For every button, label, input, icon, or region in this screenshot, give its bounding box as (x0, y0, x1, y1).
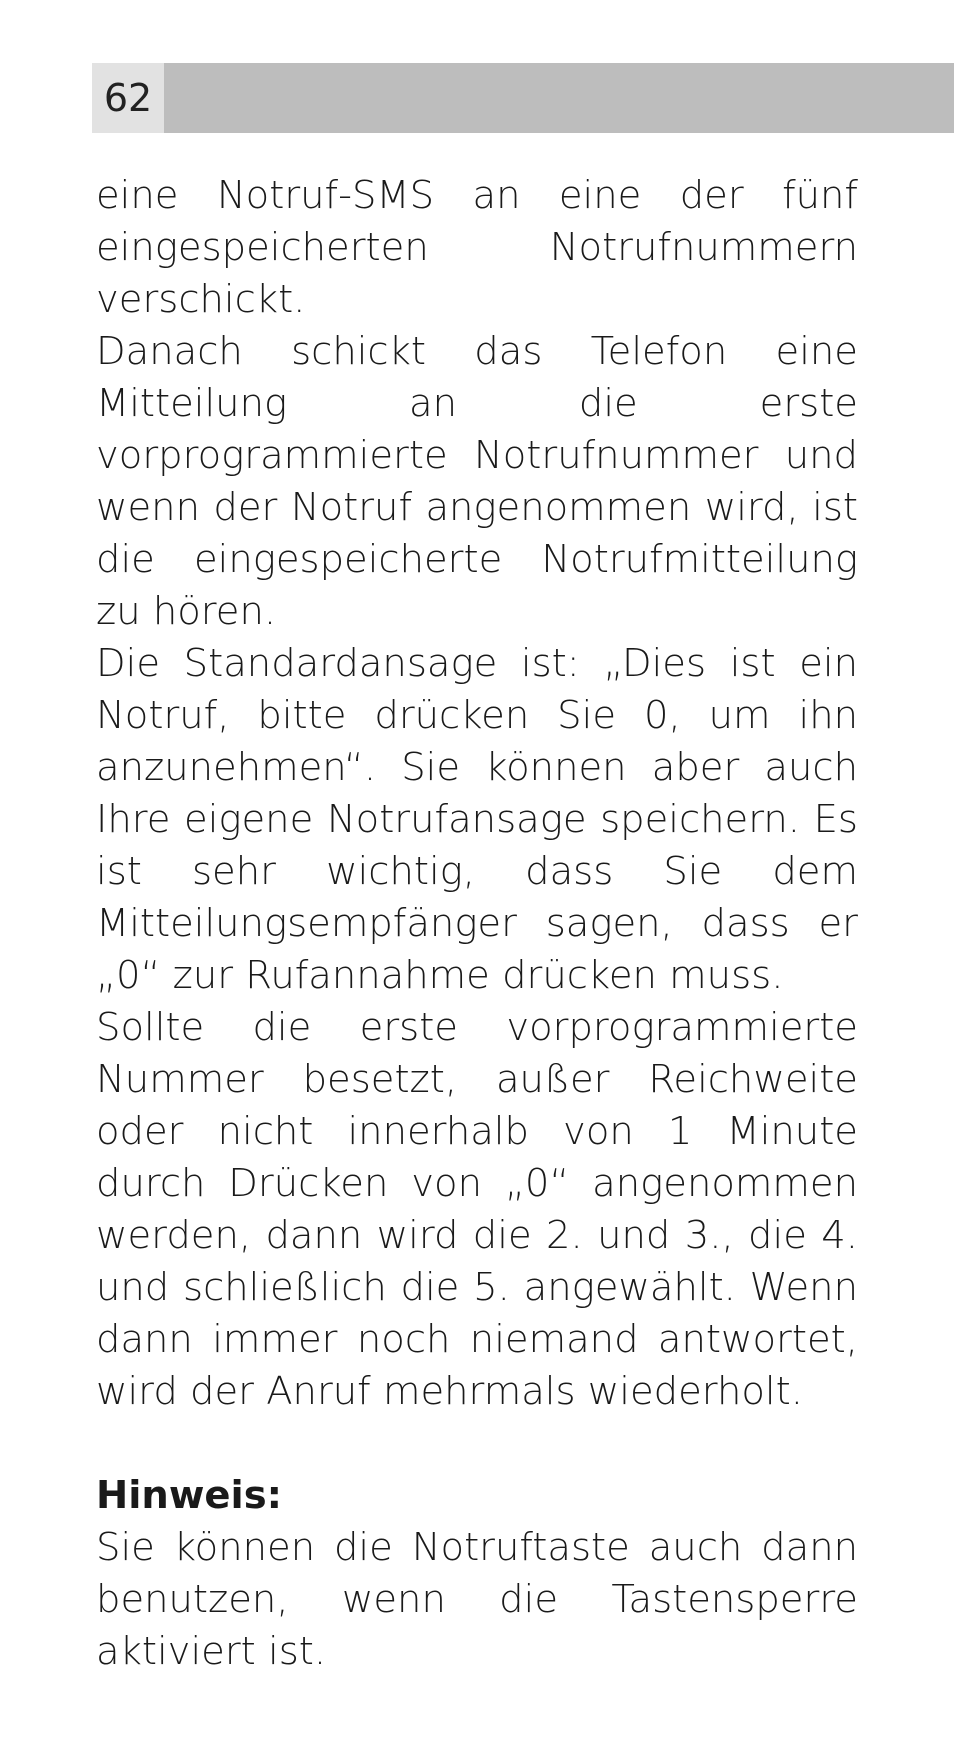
paragraph-redial: Sollte die erste vorprogrammierte Nummer besetzt, außer Reichweite oder nicht innerhalb von 1 Minute durch Drücken von „0“ angenommen werden, dann wird die 2. und 3., die 4. und schließlich die 5. angewählt. Wenn dann immer noch niemand antwortet, wird der Anruf mehrmals wiederholt. (96, 1005, 858, 1414)
paragraph-standard-announcement: Die Standardansage ist: „Dies ist ein Notruf, bitte drücken Sie 0, um ihn anzunehmen“. Sie können aber auch Ihre eigene Notrufansage speichern. Es ist sehr wichtig, dass Sie dem Mitteilungsempfänger sagen, dass er „0“ zur Rufannahme drücken muss. (96, 641, 858, 998)
header-bar (92, 63, 954, 133)
paragraph-message: Danach schickt das Telefon eine Mitteilung an die erste vorprogrammierte Notrufnummer und wenn der Notruf angenommen wird, ist die eingespeicherte Notrufmitteilung zu hören. (96, 329, 858, 634)
page-content (96, 170, 858, 1678)
page-number: 62 (92, 63, 164, 133)
note-text: Sie können die Notruftaste auch dann benutzen, wenn die Tastensperre aktiviert ist. (96, 1525, 858, 1674)
note-heading: Hinweis: (96, 1473, 283, 1518)
spacer (96, 1418, 858, 1470)
paragraph-sms: eine Notruf-SMS an eine der fünf eingespeicherten Notrufnummern verschickt. (96, 173, 858, 322)
